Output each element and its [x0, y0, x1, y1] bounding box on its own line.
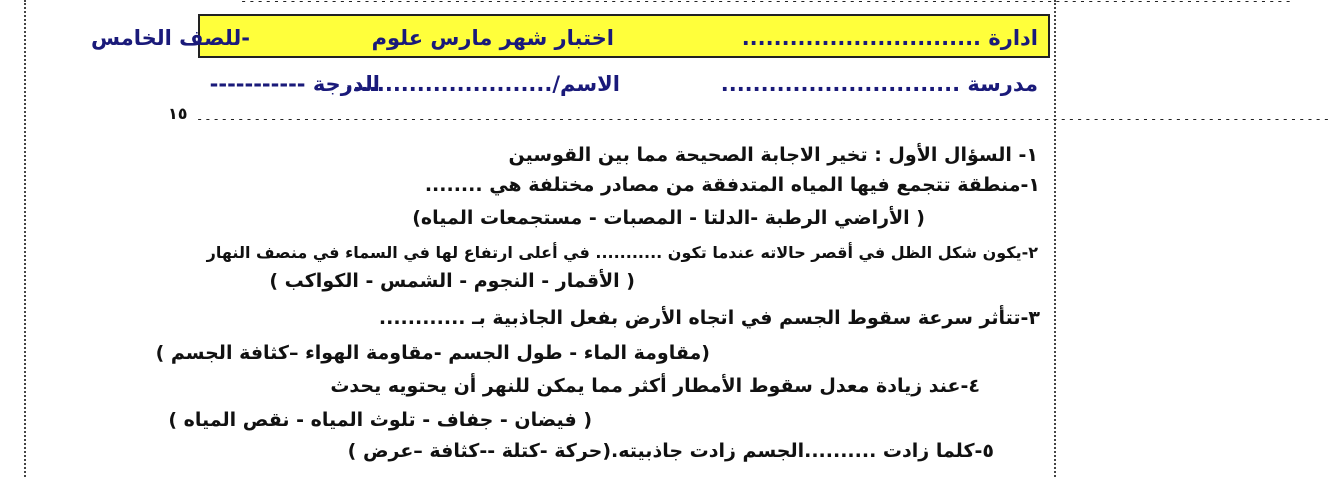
total-marks: ١٥ — [168, 104, 188, 123]
q1-item4-text: ٤-عند زيادة معدل سقوط الأمطار أكثر مما يمكن للنهر أن يحتويه يحدث — [330, 375, 980, 397]
score-label: الدرجة ----------- — [209, 72, 380, 96]
top-dashed-rule: -------------------------------------------------------------------------------------------------------------------------------- — [240, 0, 1293, 8]
header-separator-rule: ------------------------------------------------------------------------------------------------------------------------------------------ — [196, 112, 1331, 126]
q1-item5-text: ٥-كلما زادت ..........الجسم زادت جاذبيته.(حركة -كتلة --كثافة –عرض ) — [347, 440, 994, 462]
admin-label: ادارة .............................. — [741, 26, 1038, 50]
q1-item3-text: ٣-تتأثر سرعة سقوط الجسم في اتجاه الأرض بفعل الجاذبية بـ ............ — [378, 307, 1040, 329]
q1-item1-options: ( الأراضي الرطبة -الدلتا - المصبات - مستجمعات المياه) — [412, 207, 925, 229]
q1-item2-options: ( الأقمار - النجوم - الشمس - الكواكب ) — [269, 270, 635, 292]
question1-heading: ١- السؤال الأول : تخير الاجابة الصحيحة مما بين القوسين — [508, 144, 1038, 166]
left-page-border — [24, 0, 26, 477]
q1-item3-options: (مقاومة الماء - طول الجسم -مقاومة الهواء –كثافة الجسم ) — [155, 342, 710, 364]
student-name-label: الاسم/.......................... — [344, 72, 620, 96]
q1-item4-options: ( فيضان - جفاف - تلوث المياه - نقص المياه ) — [168, 409, 592, 431]
q1-item2-text: ٢-يكون شكل الظل في أقصر حالاته عندما تكون ........... في أعلى ارتفاع لها في السماء في منصف النهار — [206, 243, 1038, 262]
school-label: مدرسة .............................. — [720, 72, 1038, 96]
grade-label: -للصف الخامس — [91, 26, 250, 50]
right-page-border — [1054, 0, 1056, 477]
q1-item1-text: ١-منطقة تتجمع فيها المياه المتدفقة من مصادر مختلفة هي ........ — [424, 174, 1040, 196]
exam-title: اختبار شهر مارس علوم — [371, 26, 614, 50]
